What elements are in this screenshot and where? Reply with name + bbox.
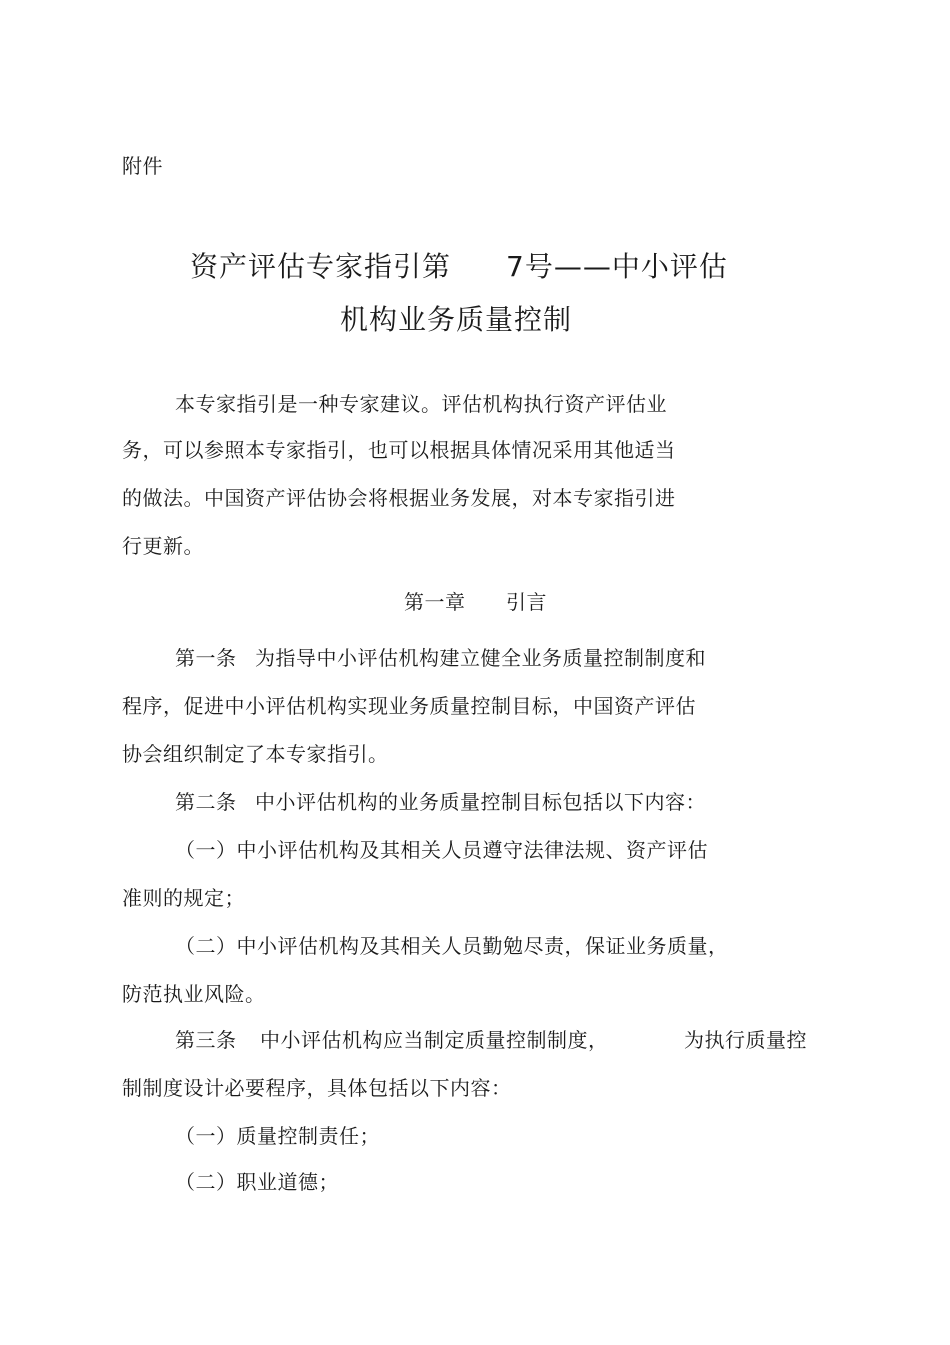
intro-line-3: 的做法。中国资产评估协会将根据业务发展，对本专家指引进 xyxy=(122,486,676,510)
article3-item-1: （一）质量控制责任； xyxy=(175,1124,380,1148)
article3-label: 第三条 xyxy=(175,1028,237,1052)
article3-line-2: 制制度设计必要程序，具体包括以下内容： xyxy=(122,1076,512,1100)
article1-line-1: 为指导中小评估机构建立健全业务质量控制制度和 xyxy=(255,646,706,670)
attachment-label: 附件 xyxy=(122,154,163,178)
intro-line-4: 行更新。 xyxy=(122,534,204,558)
title-line1-a: 资产评估专家指引第 xyxy=(190,250,452,283)
article3-line-1-a: 中小评估机构应当制定质量控制制度， xyxy=(260,1028,609,1052)
article2-item1-line-2: 准则的规定； xyxy=(122,886,245,910)
article1-label: 第一条 xyxy=(175,646,237,670)
chapter-name: 引言 xyxy=(506,590,547,614)
article2-line-1: 中小评估机构的业务质量控制目标包括以下内容： xyxy=(255,790,706,814)
article3-line-1-b: 为执行质量控 xyxy=(684,1028,807,1052)
article3-item-2: （二）职业道德； xyxy=(175,1170,339,1194)
article2-label: 第二条 xyxy=(175,790,237,814)
intro-line-1: 本专家指引是一种专家建议。评估机构执行资产评估业 xyxy=(175,392,667,416)
article2-item2-line-1: （二）中小评估机构及其相关人员勤勉尽责，保证业务质量， xyxy=(175,934,729,958)
title-line2: 机构业务质量控制 xyxy=(340,303,573,336)
article2-item2-line-2: 防范执业风险。 xyxy=(122,982,266,1006)
title-line1-b: 7号——中小评估 xyxy=(506,250,728,283)
chapter-number: 第一章 xyxy=(404,590,466,614)
article2-item1-line-1: （一）中小评估机构及其相关人员遵守法律法规、资产评估 xyxy=(175,838,708,862)
intro-line-2: 务，可以参照本专家指引，也可以根据具体情况采用其他适当 xyxy=(122,438,676,462)
article1-line-2: 程序，促进中小评估机构实现业务质量控制目标，中国资产评估 xyxy=(122,694,696,718)
article1-line-3: 协会组织制定了本专家指引。 xyxy=(122,742,389,766)
